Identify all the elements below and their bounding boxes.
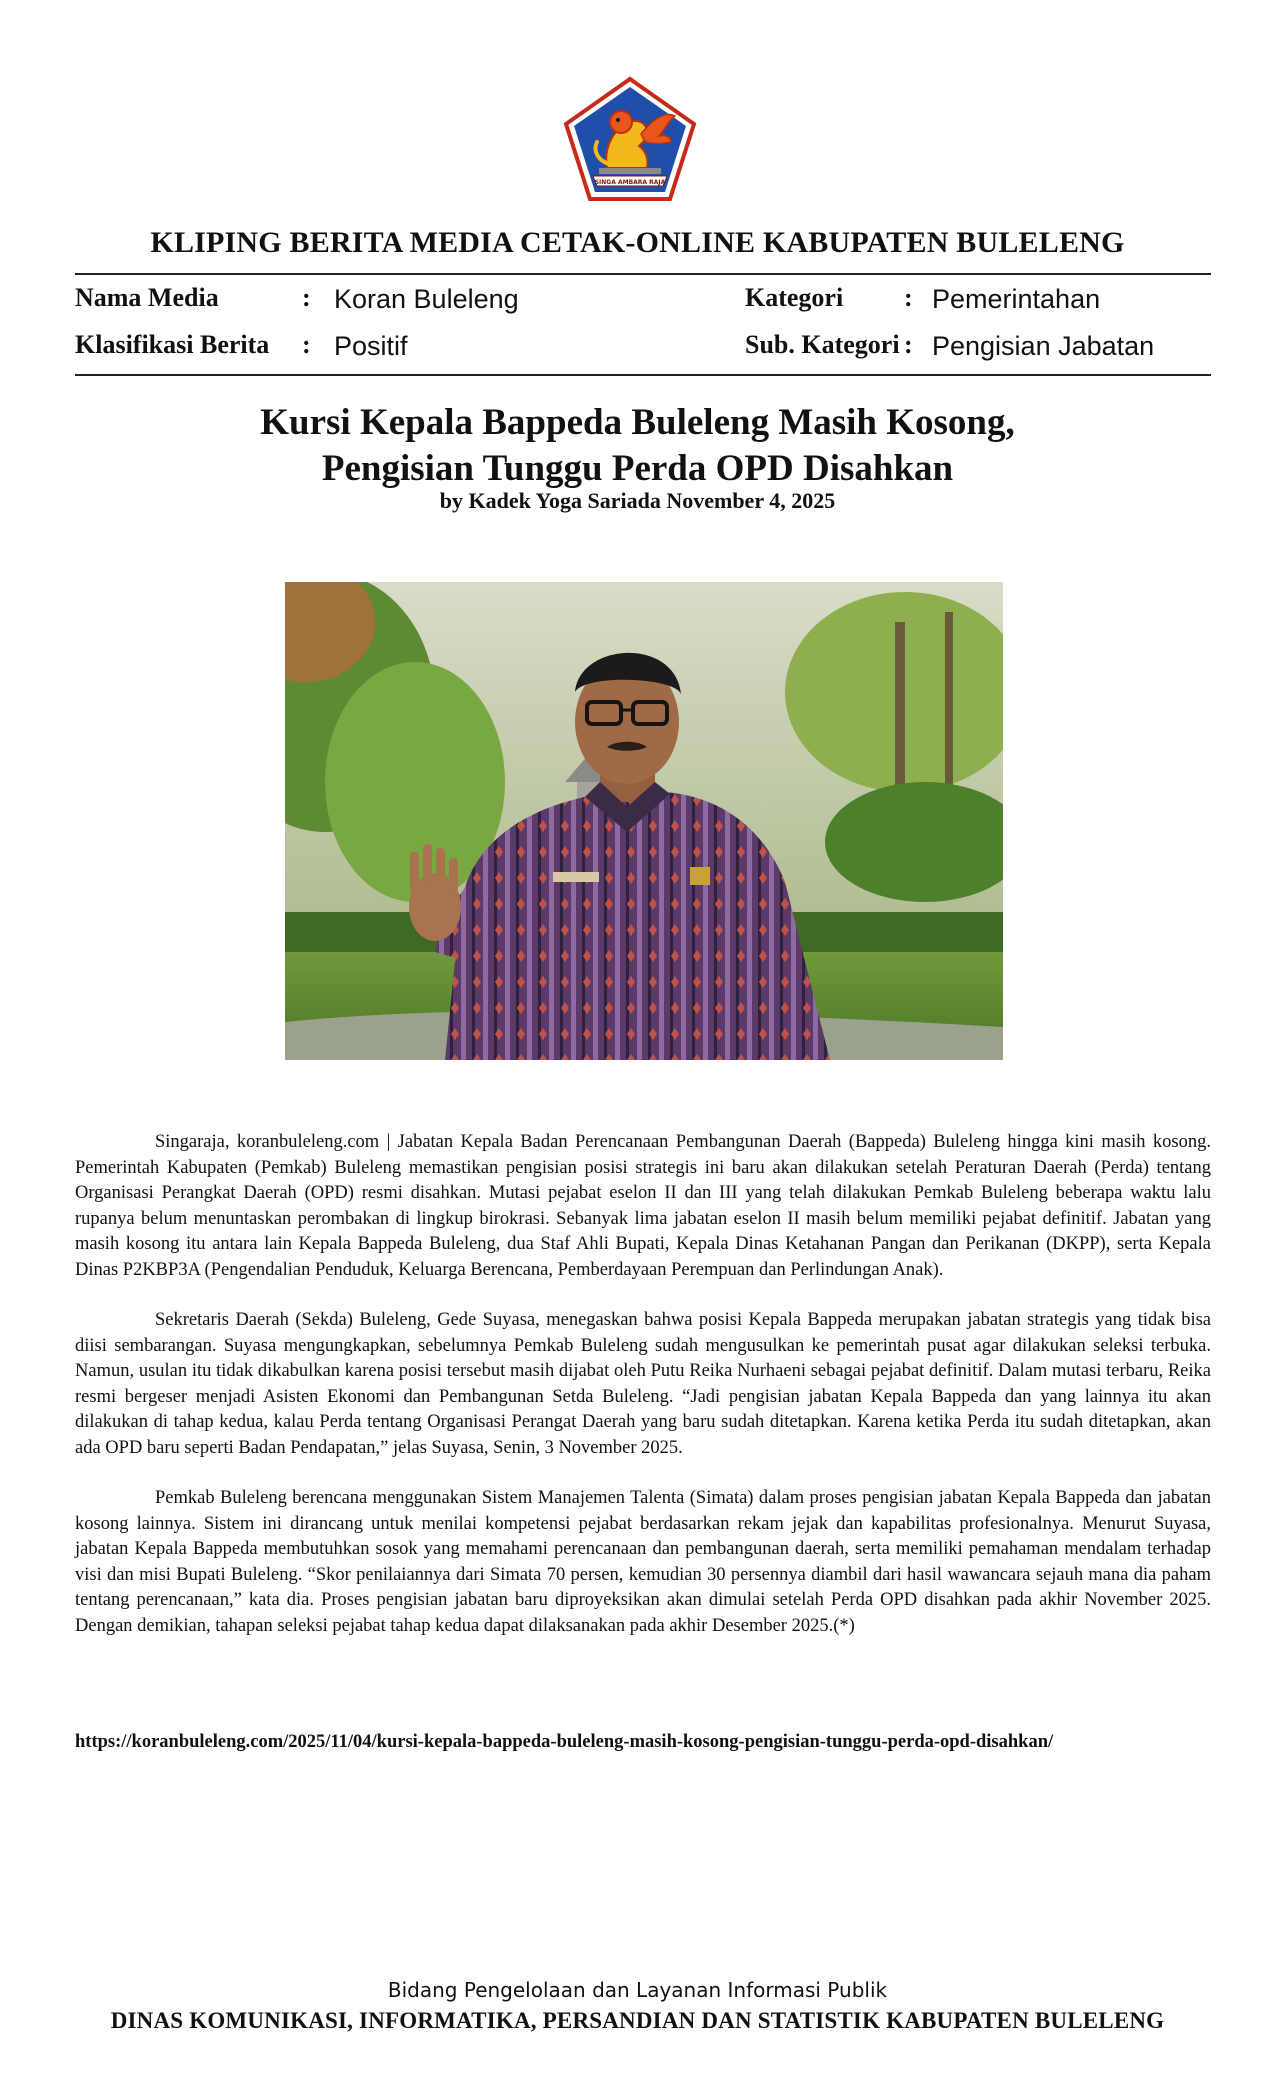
headline-line-2: Pengisian Tunggu Perda OPD Disahkan — [321, 448, 954, 489]
media-colon: : — [302, 283, 311, 312]
headline-line-1: Kursi Kepala Bappeda Buleleng Masih Kosong, — [260, 402, 1015, 443]
logo-caption: SINGA AMBARA RAJA — [594, 179, 666, 186]
subkategori-colon: : — [904, 330, 913, 359]
article-photo — [285, 582, 1003, 1060]
article-byline: by Kadek Yoga Sariada November 4, 2025 — [439, 488, 836, 513]
emblem-icon — [563, 76, 697, 202]
header-bottom-divider — [75, 374, 1211, 376]
article-body — [75, 1130, 1211, 1664]
kategori-value: Pemerintahan — [932, 284, 1101, 314]
kategori-label: Kategori — [745, 283, 844, 312]
article-paragraph-3: Pemkab Buleleng berencana menggunakan Sistem Manajemen Talenta (Simata) dalam proses pengisian jabatan Kepala Bappeda dan jabatan kosong lainnya. Sistem ini dirancang untuk menilai kompetensi pejabat berdasarkan rekam jejak dan kapabilitas profesionalnya. Menurut Suyasa, jabatan Kepala Bappeda membutuhkan sosok yang memahami perencanaan dan pembangunan daerah, serta memiliki pemahaman mendalam terhadap visi dan misi Bupati Buleleng. “Skor penilaiannya dari Simata 70 persen, kemudian 30 persennya diambil dari hasil wawancara sejauh mana dia paham tentang perencanaan,” kata dia. Proses pengisian jabatan baru diproyeksikan akan dimulai setelah Perda OPD disahkan pada akhir November 2025. Dengan demikian, tahapan seleksi pejabat tahap kedua dapat dilaksanakan pada akhir Desember 2025.(*) — [75, 1488, 1211, 1636]
klasifikasi-colon: : — [302, 330, 311, 359]
footer-division: Bidang Pengelolaan dan Layanan Informasi Publik — [387, 1978, 888, 2002]
subkategori-label: Sub. Kategori — [745, 330, 900, 359]
subkategori-value: Pengisian Jabatan — [932, 331, 1155, 361]
article-headline — [0, 400, 1275, 492]
regency-emblem-logo — [563, 76, 697, 202]
footer-agency: DINAS KOMUNIKASI, INFORMATIKA, PERSANDIAN DAN STATISTIK KABUPATEN BULELENG — [110, 2008, 1165, 2033]
source-link[interactable]: https://koranbuleleng.com/2025/11/04/kursi-kepala-bappeda-buleleng-masih-kosong-pengisian-tunggu-perda-opd-disahkan/ — [75, 1732, 1054, 1752]
klasifikasi-label: Klasifikasi Berita — [75, 330, 270, 359]
media-value: Koran Buleleng — [334, 284, 519, 314]
official-portrait-image — [285, 582, 1003, 1060]
media-label: Nama Media — [75, 283, 219, 312]
clipping-header-title: KLIPING BERITA MEDIA CETAK-ONLINE KABUPATEN BULELENG — [150, 226, 1125, 259]
article-paragraph-2: Sekretaris Daerah (Sekda) Buleleng, Gede Suyasa, menegaskan bahwa posisi Kepala Bappeda merupakan jabatan strategis yang tidak bisa diisi sembarangan. Suyasa mengungkapkan, sebelumnya Pemkab Buleleng sudah mengusulkan ke pemerintah pusat agar dilakukan seleksi terbuka. Namun, usulan itu tidak dikabulkan karena posisi tersebut masih dijabat oleh Putu Reika Nurhaeni sebagai pejabat definitif. Dalam mutasi terbaru, Reika resmi bergeser menjadi Asisten Ekonomi dan Pembangunan Setda Buleleng. “Jadi pengisian jabatan Kepala Bappeda dan yang lainnya itu akan dilakukan di tahap kedua, kalau Perda tentang Organisasi Perangat Daerah yang baru sudah ditetapkan. Karena ketika Perda itu sudah ditetapkan, akan ada OPD baru seperti Badan Pendapatan,” jelas Suyasa, Senin, 3 November 2025. — [75, 1310, 1211, 1458]
kategori-colon: : — [904, 283, 913, 312]
header-top-divider — [75, 273, 1211, 275]
klasifikasi-value: Positif — [334, 331, 408, 361]
article-paragraph-1: Singaraja, koranbuleleng.com | Jabatan Kepala Badan Perencanaan Pembangunan Daerah (Bappeda) Buleleng hingga kini masih kosong. Pemerintah Kabupaten (Pemkab) Buleleng memastikan pengisian posisi strategis ini baru akan dilakukan setelah Peraturan Daerah (Perda) tentang Organisasi Perangkat Daerah (OPD) resmi disahkan. Mutasi pejabat eselon II dan III yang telah dilakukan Pemkab Buleleng beberapa waktu lalu rupanya belum menuntaskan perombakan di lingkup birokrasi. Sebanyak lima jabatan eselon II masih belum memiliki pejabat definitif. Jabatan yang masih kosong itu antara lain Kepala Bappeda Buleleng, dua Staf Ahli Bupati, Kepala Dinas Ketahanan Pangan dan Perikanan (DKPP), serta Kepala Dinas P2KBP3A (Pengendalian Penduduk, Keluarga Berencana, Pemberdayaan Perempuan dan Perlindungan Anak). — [75, 1132, 1211, 1280]
